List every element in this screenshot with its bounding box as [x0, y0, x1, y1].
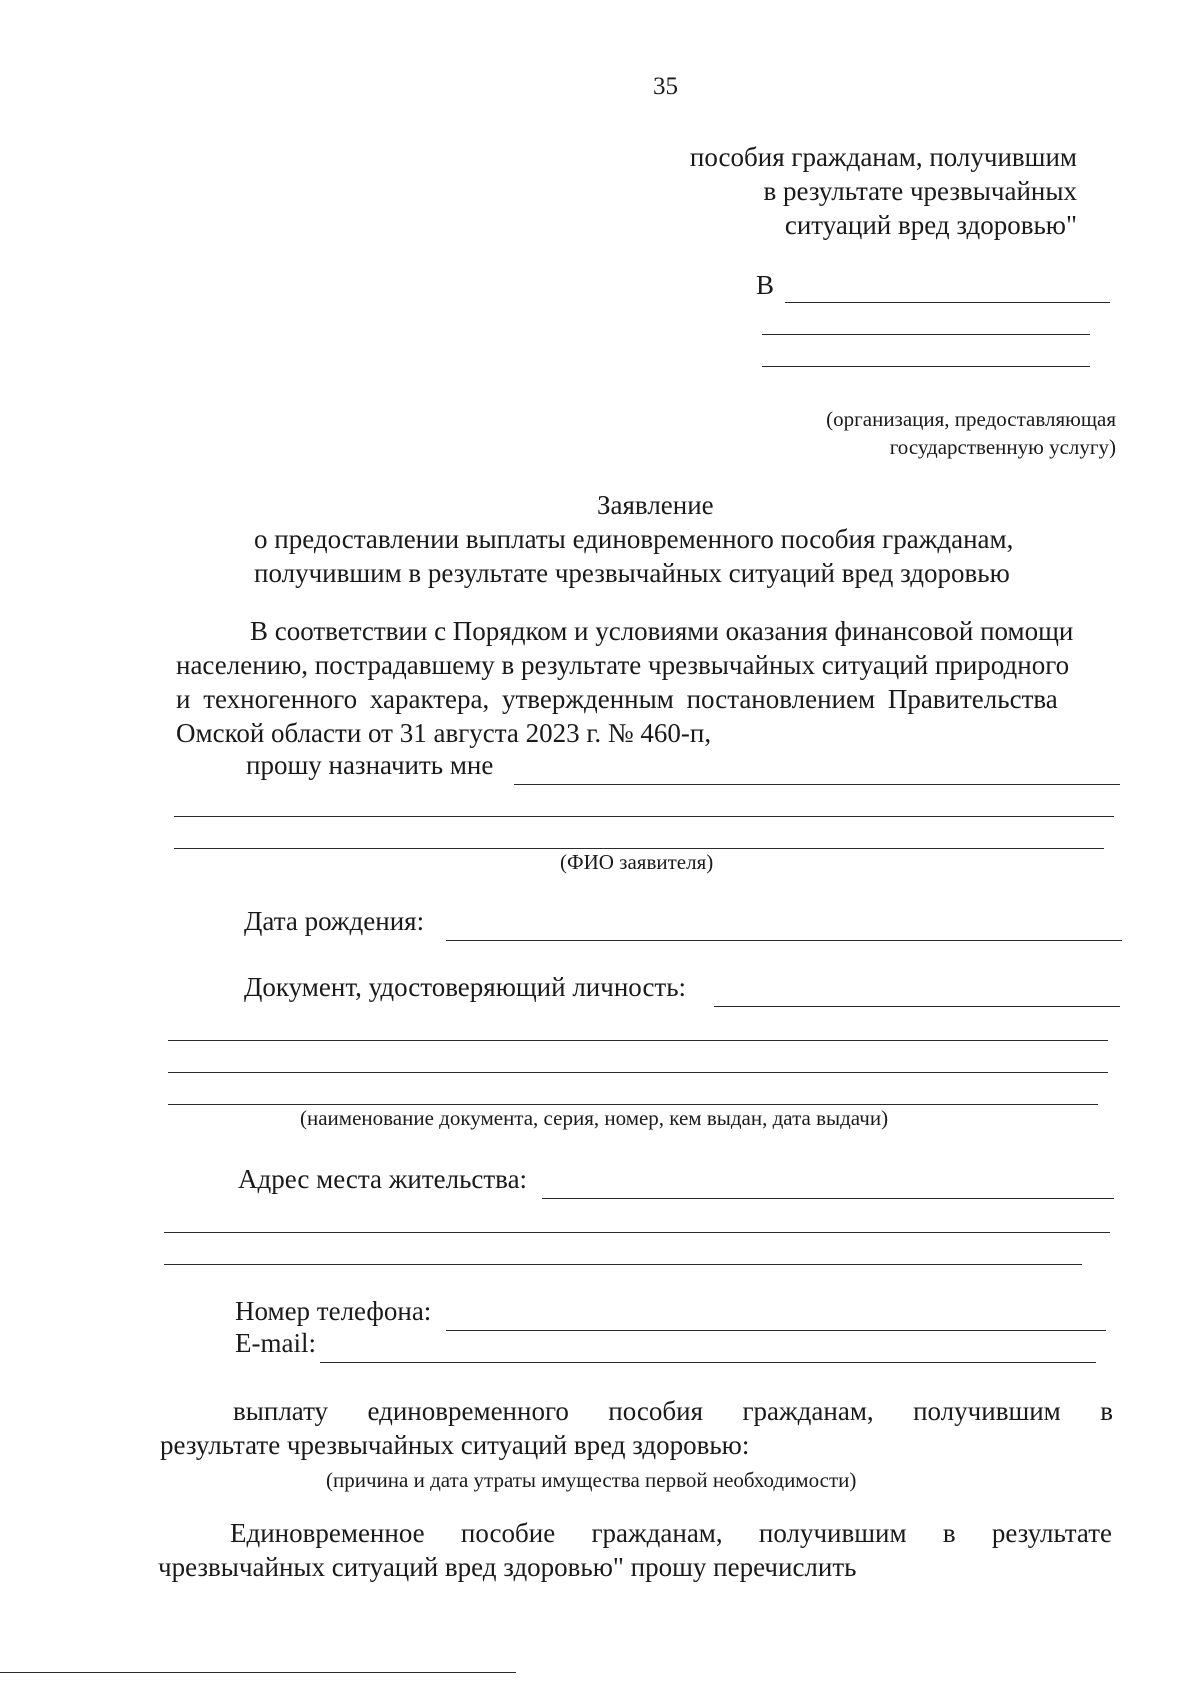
payment-word: получившим [913, 1396, 1061, 1426]
payment-word: пособия [608, 1396, 704, 1426]
page-number: 35 [653, 73, 678, 100]
header-line-2: в результате чрезвычайных [763, 176, 1077, 206]
fio-line-1[interactable] [514, 784, 1120, 785]
birth-date-line[interactable] [446, 940, 1122, 941]
address-label: Адрес места жительства: [238, 1164, 528, 1194]
email-label: E-mail: [235, 1328, 316, 1358]
fio-line-2[interactable] [174, 816, 1114, 817]
header-line-3: ситуаций вред здоровью" [784, 210, 1077, 240]
id-document-line-3[interactable] [168, 1072, 1108, 1073]
payment-reason-caption: (причина и дата утраты имущества первой необходимости) [326, 1468, 857, 1492]
addressee-line-1[interactable] [785, 302, 1110, 303]
intro-line-3: и техногенного характера, утвержденным постановлением Правительства [176, 684, 1058, 714]
address-line-3[interactable] [164, 1264, 1082, 1265]
transfer-word: пособие [460, 1518, 556, 1548]
id-document-line-4[interactable] [168, 1104, 1098, 1105]
phone-label: Номер телефона: [235, 1296, 432, 1326]
address-line-1[interactable] [542, 1198, 1114, 1199]
transfer-word: гражданам, [591, 1518, 723, 1548]
addressee-prefix: В [756, 270, 775, 300]
transfer-word: получившим [758, 1518, 907, 1548]
fio-caption: (ФИО заявителя) [560, 850, 714, 874]
addressee-caption-2: государственную услугу) [889, 435, 1116, 459]
intro-line-2: населению, пострадавшему в результате чрезвычайных ситуаций природного [176, 650, 1070, 680]
request-label: прошу назначить мне [246, 750, 494, 780]
id-document-line-2[interactable] [168, 1040, 1108, 1041]
address-line-2[interactable] [164, 1232, 1110, 1233]
addressee-line-3[interactable] [762, 366, 1090, 367]
intro-line-1: В соответствии с Порядком и условиями оказания финансовой помощи [250, 616, 1074, 646]
transfer-word: в [942, 1518, 956, 1548]
payment-reason-line-1 [233, 1396, 1113, 1427]
phone-line[interactable] [446, 1330, 1106, 1331]
payment-reason-line-2: результате чрезвычайных ситуаций вред здоровью: [160, 1430, 750, 1460]
payment-word: выплату [233, 1396, 329, 1426]
footnote-separator [0, 1672, 516, 1673]
addressee-line-2[interactable] [762, 334, 1090, 335]
title-line-2: получившим в результате чрезвычайных ситуаций вред здоровью [254, 558, 1010, 588]
addressee-caption-1: (организация, предоставляющая [826, 407, 1116, 431]
intro-line-4: Омской области от 31 августа 2023 г. № 460-п, [176, 718, 712, 748]
id-document-line-1[interactable] [714, 1006, 1120, 1007]
document-title: Заявление [597, 490, 714, 520]
title-line-1: о предоставлении выплаты единовременного пособия гражданам, [254, 524, 1014, 554]
transfer-line-1 [230, 1518, 1112, 1549]
payment-word: единовременного [367, 1396, 569, 1426]
id-document-label: Документ, удостоверяющий личность: [244, 972, 687, 1002]
email-line[interactable] [320, 1362, 1096, 1363]
transfer-line-2: чрезвычайных ситуаций вред здоровью" прошу перечислить [158, 1552, 857, 1582]
birth-date-label: Дата рождения: [244, 906, 425, 936]
header-line-1: пособия гражданам, получившим [689, 142, 1077, 172]
transfer-word: результате [991, 1518, 1112, 1548]
payment-word: гражданам, [742, 1396, 874, 1426]
payment-word: в [1100, 1396, 1113, 1426]
fio-line-3[interactable] [174, 848, 1104, 849]
transfer-word: Единовременное [230, 1518, 425, 1548]
id-document-caption: (наименование документа, серия, номер, кем выдан, дата выдачи) [300, 1106, 889, 1130]
